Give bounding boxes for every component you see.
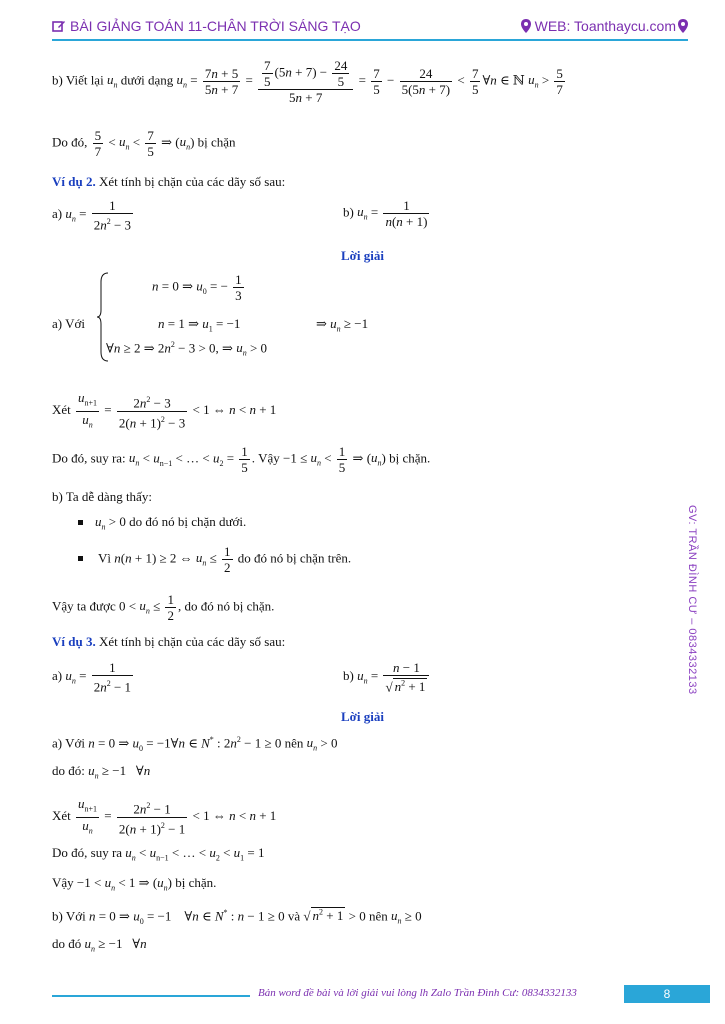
ex3-b-line-1: b) Với n = 0 ⇒ $u_0 = -1$ ∀n ∈ N* : n − 1 ≥ 0 và √ $n^2 + 1 > 0$ nên $u_n \ge 0$ [52, 908, 422, 926]
text-vay-ta-duoc: Vậy ta được [52, 598, 116, 614]
text-bi-chan-dot: bị chặn. [389, 450, 431, 466]
footer-divider [52, 995, 250, 997]
text-b-rewrite: b) Viết lại [52, 72, 104, 88]
bullet-marker [78, 556, 83, 561]
ex3-a-line-1: a) Với n = 0 ⇒ $u_0$ = −1∀n ∈ N* : $2n^2 - 1 \ge 0$ nên $u_n > 0$ [52, 735, 338, 753]
text-xet: Xét [52, 402, 71, 418]
case-result: ⇒ $u_n \ge -1$ [316, 316, 369, 334]
text-vay: Vậy [258, 450, 280, 466]
bullet-marker [78, 520, 83, 525]
example-2-part-a: a) $u_n$ = $\frac{1}{2n^2 - 3}$ [52, 198, 132, 233]
text-vay-2: Vậy [52, 875, 74, 890]
text-nen: nên [368, 908, 388, 924]
case-row-2: n = 1 ⇒ $u_1 = -1$ [158, 316, 241, 334]
conclusion-line-2: Vậy ta được $0 < u_n$ ≤ $\frac{1}{2}$ , do đó nó bị chặn. [52, 592, 275, 623]
header-title [52, 18, 361, 34]
text-b-voi: b) Với [52, 908, 86, 924]
conclusion-line-3: Vậy $-1 < u_n < 1$ ⇒ $(u_n)$ bị chặn. [52, 875, 217, 893]
text-do-do-plain: do đó [52, 936, 82, 951]
footer-note: Bản word đề bài và lời giải vui lòng lh Zalo Trần Đình Cư: 0834332133 [258, 987, 577, 999]
page-number: 8 [624, 985, 710, 1003]
edit-icon [52, 19, 66, 33]
bullet-2: Vì n(n + 1) ≥ 2 ⇔ $u_n$ ≤ $\frac{1}{2}$ do đó nó bị chặn trên. [52, 544, 351, 575]
example-3-text: Xét tính bị chặn của các dãy số sau: [98, 634, 286, 649]
header-website-text[interactable]: WEB: Toanthaycu.com [534, 18, 676, 34]
text-do-do-suy-ra-2: Do đó, suy ra [52, 845, 123, 860]
text-bi-chan-dot: bị chặn. [175, 875, 217, 890]
location-pin-icon [521, 19, 531, 33]
bullet-1: $u_n > 0$ do đó nó bị chặn dưới. [52, 514, 246, 532]
text-bi-chan: bị chặn [197, 134, 236, 150]
text-a-voi: a) Với [52, 735, 85, 751]
text-va: và [287, 908, 301, 924]
ratio-line-2: Xét $\frac{u_{n+1}}{u_n}$ = $\frac{2n^2 - 1}{2(n + 1)^2 - 1}$ < 1 ⇔ n < n + 1 [52, 796, 276, 838]
case-row-1: n = 0 ⇒ $u_0$ = − $\frac{1}{3}$ [152, 272, 242, 303]
example-2-heading [52, 174, 285, 190]
bullet-1-text: do đó nó bị chặn dưới. [129, 514, 247, 529]
text-do-do-suy-ra: Do đó, suy ra: [52, 450, 126, 466]
text-a-voi: a) Với [52, 316, 85, 331]
example-2-label: Ví dụ 2. [52, 174, 96, 189]
example-2-part-b: b) $u_n$ = $\frac{1}{n(n + 1)}$ [343, 198, 428, 229]
location-pin-icon [678, 19, 688, 33]
case-row-3: ∀n ≥ 2 ⇒ $2n^2 - 3 > 0$, ⇒ $u_n > 0$ [106, 340, 268, 358]
case-label-a [52, 316, 85, 332]
header-title-text: BÀI GIẢNG TOÁN 11-CHÂN TRỜI SÁNG TẠO [70, 18, 361, 34]
example-3-part-b: b) $u_n$ = $\frac{n - 1}{√ n^2 + 1}$ [343, 660, 431, 694]
bullet-2-prefix: Vì [98, 550, 112, 566]
example-3-label: Ví dụ 3. [52, 634, 96, 649]
side-author-label: GV: TRẦN ĐÌNH CƯ – 0834332133 [686, 505, 698, 695]
ex3-a-line-2: do đó: $u_n \ge -1$ ∀n [52, 763, 151, 781]
solution-heading-2: Lời giải [341, 709, 384, 724]
page-header [52, 16, 688, 38]
text-vay-ta-duoc-end: , do đó nó bị chặn. [177, 598, 275, 614]
part-b-intro: b) Ta dễ dàng thấy: [52, 489, 152, 504]
header-divider [52, 39, 688, 41]
chain-line-1: Do đó, suy ra: $u_n < u_{n-1}$ < … < $u_2$ = $\frac{1}{5}$ . Vậy $-1 \le u_n$ < $\frac{1}{5}$ ⇒ $(u_n)$ bị chặn. [52, 444, 431, 475]
solution-heading-1: Lời giải [341, 248, 384, 263]
rewrite-line: b) Viết lại $u_n$ dưới dạng $u_n$ = $\frac{7n + 5}{5n + 7}$ = $\frac{7}{5}$ (5n + 7) − $\frac{24}{5}$ 5n + 7 = $\frac{7}{5}$ − $\frac{24}{5(5n + 7)}$ < $\frac{7}{5}$ ∀n ∈ ℕ $u_n$ > $\frac{5}{7}$ [52, 58, 563, 105]
example-3-heading [52, 634, 285, 650]
ratio-line-1: Xét $\frac{u_{n+1}}{u_n}$ = $\frac{2n^2 - 3}{2(n + 1)^2 - 3}$ < 1 ⇔ n < n + 1 [52, 390, 276, 432]
conclusion-line-1: Do đó, $\frac{5}{7}$ < $u_n$ < $\frac{7}{5}$ ⇒ $(u_n)$ bị chặn [52, 128, 236, 159]
example-2-text: Xét tính bị chặn của các dãy số sau: [98, 174, 286, 189]
text-xet: Xét [52, 808, 71, 824]
bullet-2-text: do đó nó bị chặn trên. [237, 550, 352, 566]
example-3-part-a: a) $u_n$ = $\frac{1}{2n^2 - 1}$ [52, 660, 132, 695]
text-do-do-colon: do đó: [52, 763, 85, 778]
chain-line-2: Do đó, suy ra $u_n < u_{n-1}$ < … < $u_2 < u_1 = 1$ [52, 845, 265, 863]
text-do-do: Do đó, [52, 134, 88, 150]
text-nen: nên [284, 735, 304, 751]
header-website[interactable] [521, 18, 688, 34]
ex3-b-line-2: do đó $u_n \ge -1$ ∀n [52, 936, 147, 954]
text-b-rewrite-mid: dưới dạng [120, 72, 174, 88]
